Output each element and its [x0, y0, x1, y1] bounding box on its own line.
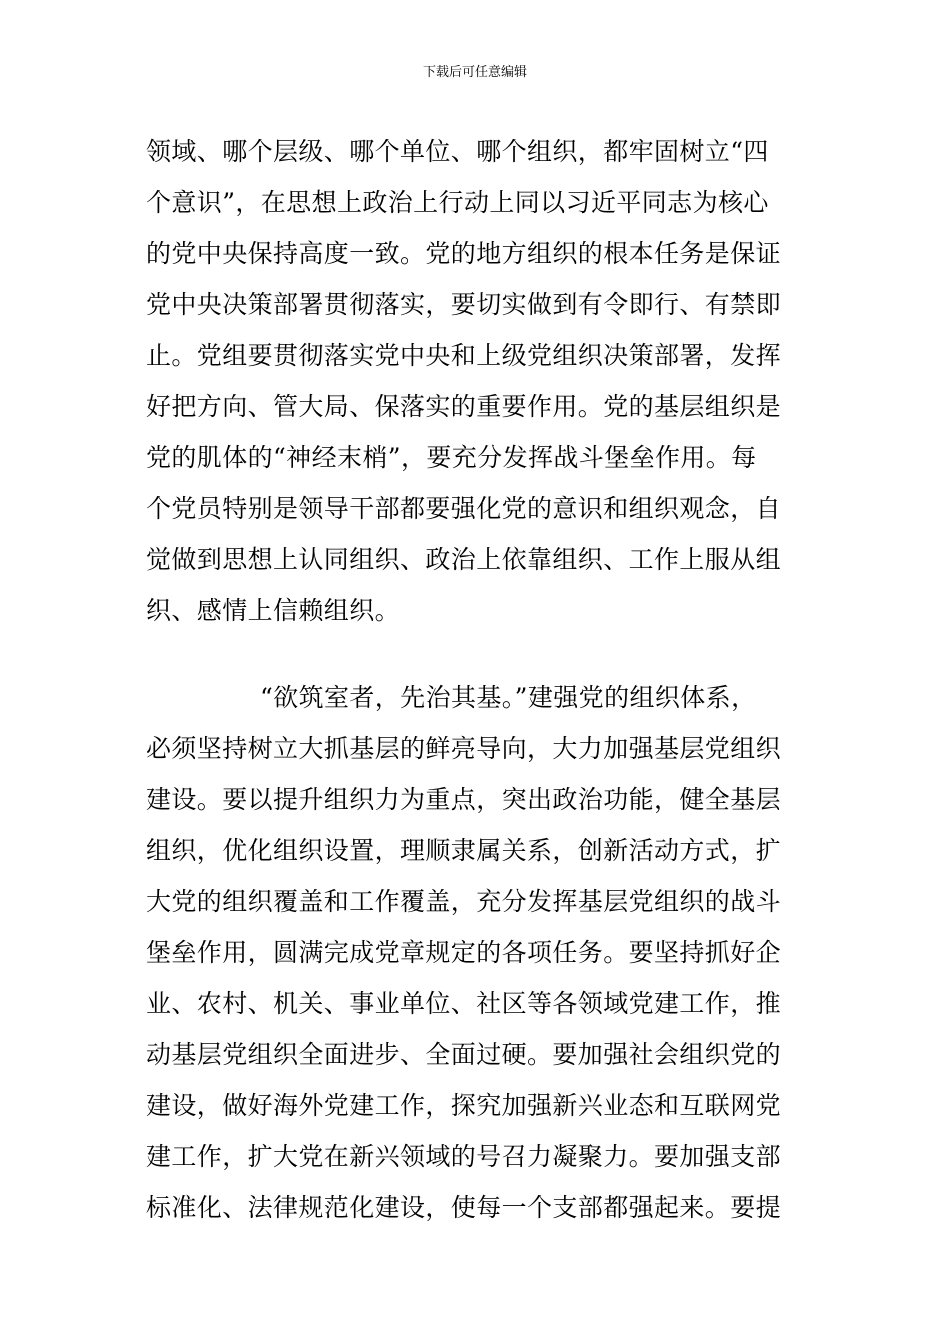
text-line: 领域、哪个层级、哪个单位、哪个组织，都牢固树立“四	[146, 137, 769, 166]
text-line: 好把方向、管大局、保落实的重要作用。党的基层组织是	[146, 392, 782, 421]
text-line: 织、感情上信赖组织。	[146, 596, 401, 625]
text-line: 个党员特别是领导干部都要强化党的意识和组织观念，自	[146, 494, 782, 523]
text-line: 动基层党组织全面进步、全面过硬。要加强社会组织党的	[146, 1040, 782, 1069]
paragraph-1	[146, 126, 808, 636]
text-line: 止。党组要贯彻落实党中央和上级党组织决策部署，发挥	[146, 341, 782, 370]
text-line: 标准化、法律规范化建设，使每一个支部都强起来。要提	[146, 1193, 782, 1222]
text-line: 业、农村、机关、事业单位、社区等各领域党建工作，推	[146, 989, 782, 1018]
text-line: 党的肌体的“神经末梢”，要充分发挥战斗堡垒作用。每	[146, 443, 757, 472]
text-line: 必须坚持树立大抓基层的鲜亮导向，大力加强基层党组织	[146, 734, 782, 763]
text-line: 组织，优化组织设置，理顺隶属关系，创新活动方式，扩	[146, 836, 782, 865]
text-line: 建设，做好海外党建工作，探究加强新兴业态和互联网党	[146, 1091, 782, 1120]
text-line: 党中央决策部署贯彻落实，要切实做到有令即行、有禁即	[146, 290, 782, 319]
text-line: 的党中央保持高度一致。党的地方组织的根本任务是保证	[146, 239, 782, 268]
text-line: 建工作，扩大党在新兴领域的号召力凝聚力。要加强支部	[146, 1142, 782, 1171]
text-line: 觉做到思想上认同组织、政治上依靠组织、工作上服从组	[146, 545, 782, 574]
text-line: 堡垒作用，圆满完成党章规定的各项任务。要坚持抓好企	[146, 938, 782, 967]
paragraph-2	[146, 672, 808, 1233]
text-line: 个意识”，在思想上政治上行动上同以习近平同志为核心	[146, 188, 769, 217]
page-header-note: 下载后可任意编辑	[422, 65, 527, 80]
text-line-indented: “欲筑室者，先治其基。”建强党的组织体系，	[260, 683, 757, 712]
text-line: 大党的组织覆盖和工作覆盖，充分发挥基层党组织的战斗	[146, 887, 782, 916]
text-line: 建设。要以提升组织力为重点，突出政治功能，健全基层	[146, 785, 782, 814]
